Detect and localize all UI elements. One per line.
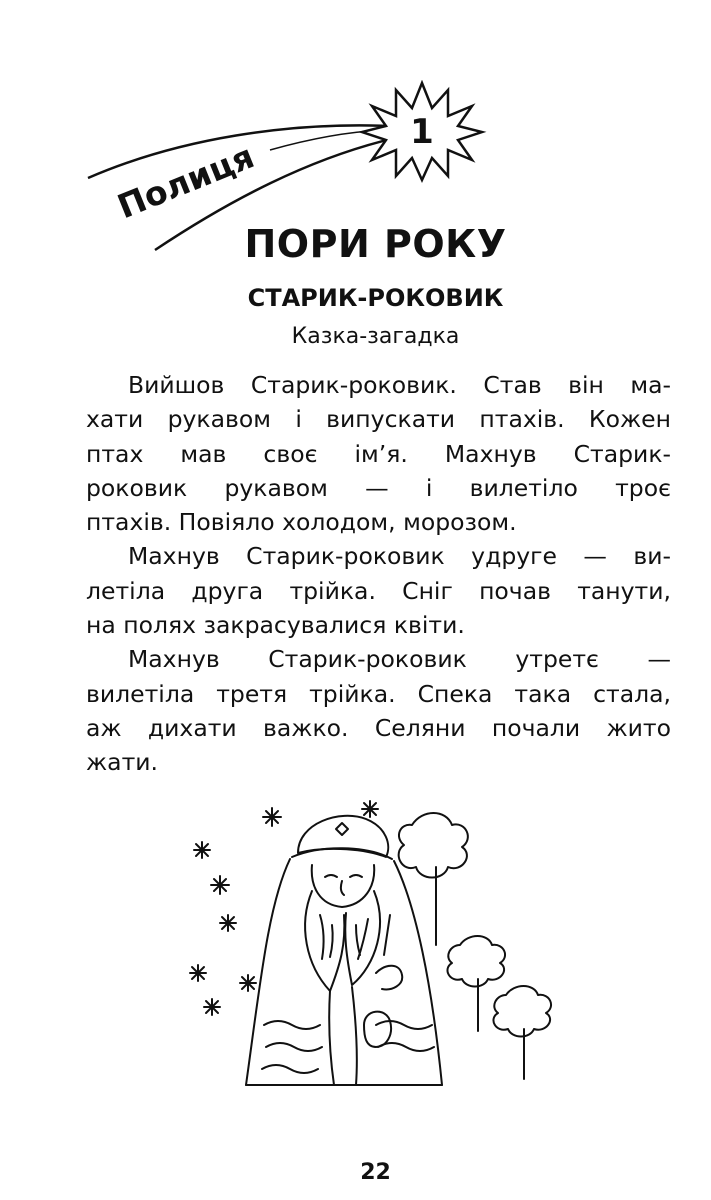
text-line: вилетіла третя трійка. Спека така стала, bbox=[86, 679, 671, 708]
text-line: летіла друга трійка. Сніг почав танути, bbox=[86, 576, 671, 605]
snowflake-icon bbox=[211, 876, 229, 894]
text-line: роковик рукавом — і вилетіло троє bbox=[86, 473, 671, 502]
story-text bbox=[86, 368, 671, 780]
snowflake-icon bbox=[190, 965, 206, 981]
story-subtitle: Казка-загадка bbox=[291, 324, 460, 349]
snowflake-icon bbox=[204, 999, 220, 1015]
snowflake-icon bbox=[263, 808, 281, 826]
story-title: СТАРИК-РОКОВИК bbox=[247, 284, 504, 312]
tree-icon bbox=[447, 936, 505, 1031]
shelf-label: Полиця bbox=[111, 136, 260, 227]
text-line: Вийшов Старик-роковик. Став він ма- bbox=[128, 371, 671, 399]
snowflake-icon bbox=[240, 975, 256, 991]
section-title: ПОРИ РОКУ bbox=[244, 222, 507, 266]
text-line: птах мав своє ім’я. Махнув Старик- bbox=[86, 439, 671, 468]
old-man-figure bbox=[246, 816, 442, 1085]
text-line: жати. bbox=[86, 748, 159, 777]
shelf-number: 1 bbox=[410, 112, 434, 152]
text-line: на полях закрасувалися квіти. bbox=[86, 611, 465, 640]
tree-icon bbox=[399, 813, 468, 945]
text-line: хати рукавом і випускати птахів. Кожен bbox=[86, 405, 671, 434]
text-line: аж дихати важко. Селяни почали жито bbox=[86, 713, 671, 742]
text-line: Махнув Старик-роковик удруге — ви- bbox=[128, 542, 671, 571]
snowflake-icon bbox=[194, 842, 210, 858]
page-number: 22 bbox=[360, 1160, 391, 1185]
text-line: Махнув Старик-роковик утретє — bbox=[128, 645, 671, 674]
snowflake-icon bbox=[362, 801, 378, 817]
snowflake-icon bbox=[220, 915, 236, 931]
old-man-illustration bbox=[180, 795, 580, 1095]
text-line: птахів. Повіяло холодом, морозом. bbox=[86, 508, 517, 537]
tree-icon bbox=[493, 986, 551, 1079]
